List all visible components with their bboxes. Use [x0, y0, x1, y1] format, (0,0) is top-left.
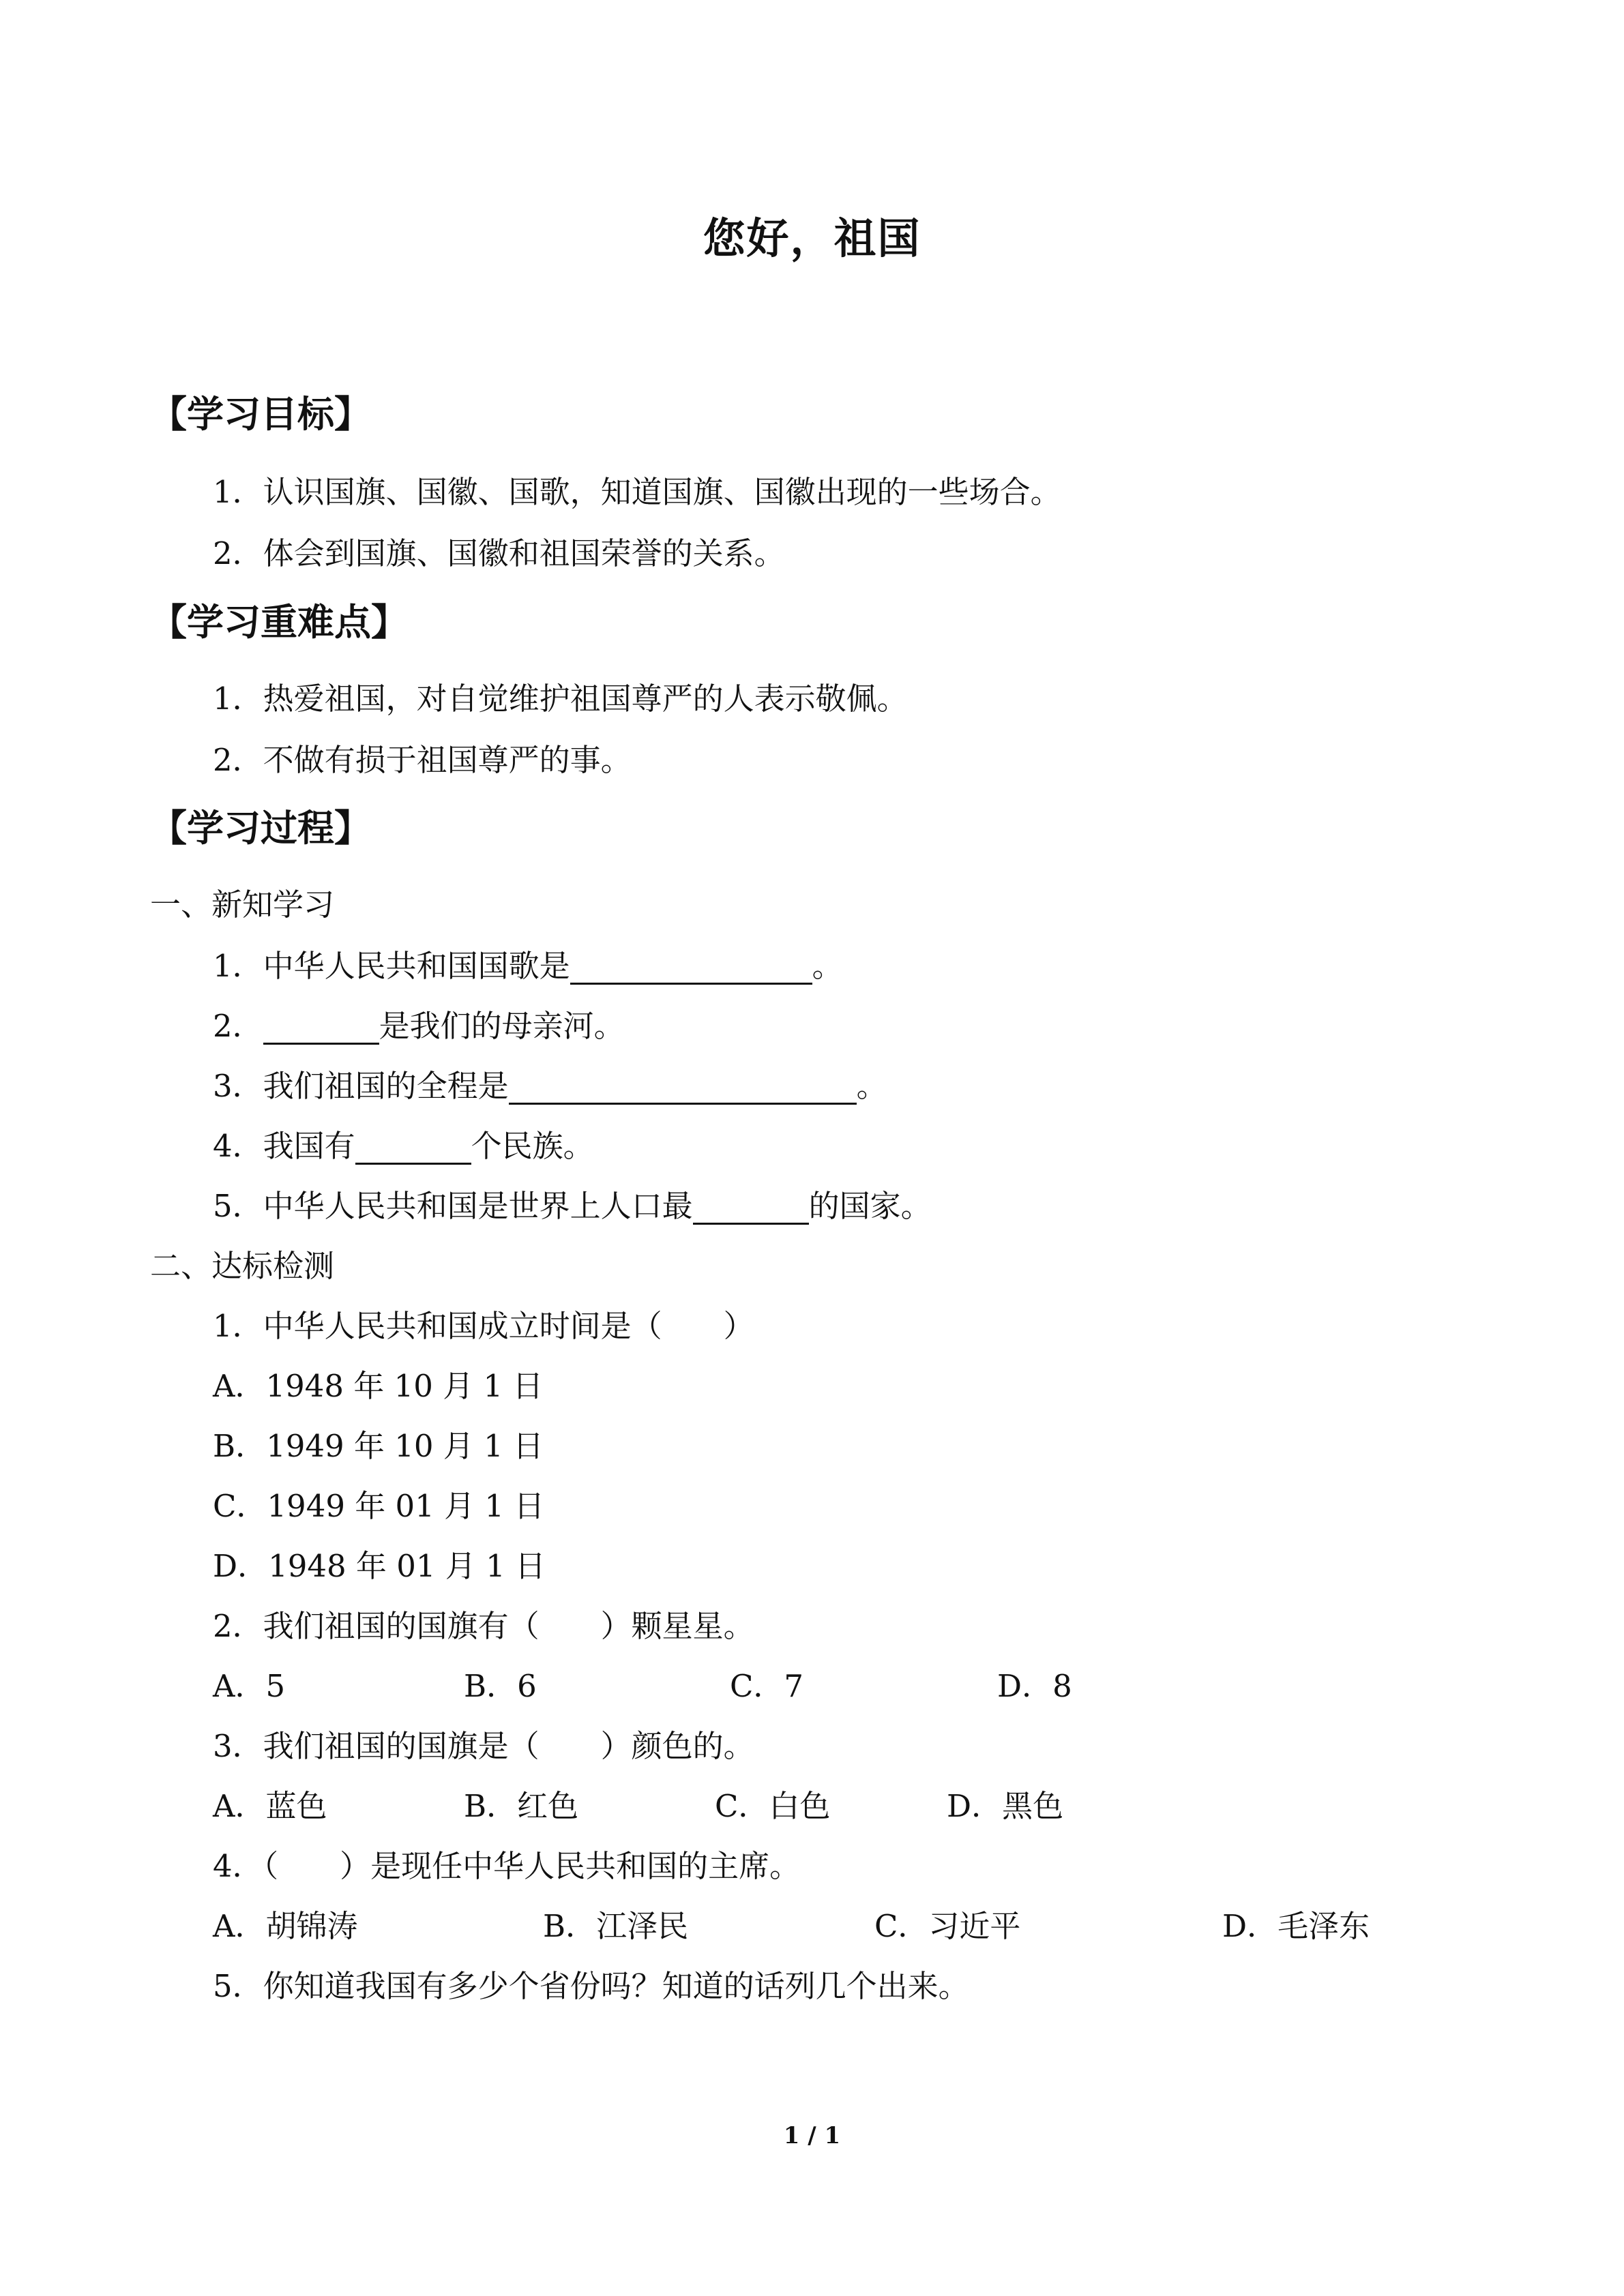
option-c[interactable]: C．7	[730, 1668, 804, 1704]
option-c[interactable]: C．白色	[715, 1788, 831, 1824]
key-point-item: 1．热爱祖国，对自觉维护祖国尊严的人表示敬佩。	[213, 681, 908, 717]
goal-item: 2．体会到国旗、国徽和祖国荣誉的关系。	[213, 535, 785, 571]
mc-question-3: 3．我们祖国的国旗是（ ）颜色的。	[213, 1728, 754, 1764]
mc-question-1: 1．中华人民共和国成立时间是（ ）	[213, 1308, 754, 1344]
option-d[interactable]: D．毛泽东	[1222, 1908, 1370, 1944]
option-c[interactable]: C．1949 年 01 月 1 日	[213, 1488, 545, 1524]
option-a[interactable]: A．胡锦涛	[213, 1908, 358, 1944]
fill-question-2: 2． 是我们的母亲河。	[213, 1008, 625, 1044]
fill-question-4: 4．我国有 个民族。	[213, 1128, 594, 1164]
page-title: 您好，祖国	[703, 213, 921, 263]
option-b[interactable]: B．1949 年 10 月 1 日	[213, 1428, 544, 1464]
option-a[interactable]: A．蓝色	[213, 1788, 327, 1824]
goal-item: 1．认识国旗、国徽、国歌，知道国旗、国徽出现的一些场合。	[213, 474, 1061, 510]
option-d[interactable]: D．1948 年 01 月 1 日	[213, 1548, 546, 1584]
option-d[interactable]: D．8	[997, 1668, 1072, 1704]
option-b[interactable]: B．6	[464, 1668, 537, 1704]
option-a[interactable]: A．1948 年 10 月 1 日	[213, 1368, 544, 1404]
part2-heading: 二、达标检测	[150, 1248, 335, 1284]
answer-blank[interactable]	[509, 1070, 857, 1105]
fill-question-3: 3．我们祖国的全程是 。	[213, 1068, 887, 1104]
option-d[interactable]: D．黑色	[947, 1788, 1064, 1824]
mc-question-4: 4．（ ）是现任中华人民共和国的主席。	[213, 1848, 801, 1884]
answer-blank[interactable]	[263, 1010, 379, 1045]
section-heading-key-points: 【学习重难点】	[150, 601, 408, 644]
open-question-5: 5．你知道我国有多少个省份吗？知道的话列几个出来。	[213, 1968, 969, 2004]
page-number: 1 / 1	[783, 2122, 841, 2149]
part1-heading: 一、新知学习	[150, 886, 335, 923]
answer-blank[interactable]	[570, 950, 812, 985]
option-c[interactable]: C．习近平	[874, 1908, 1021, 1944]
section-heading-process: 【学习过程】	[150, 807, 371, 850]
answer-blank[interactable]	[355, 1130, 471, 1165]
section-heading-goals: 【学习目标】	[150, 393, 371, 436]
option-a[interactable]: A．5	[213, 1668, 286, 1704]
option-b[interactable]: B．江泽民	[543, 1908, 689, 1944]
option-b[interactable]: B．红色	[464, 1788, 579, 1824]
fill-question-1: 1．中华人民共和国国歌是 。	[213, 948, 843, 984]
mc-question-2: 2．我们祖国的国旗有（ ）颗星星。	[213, 1608, 754, 1644]
fill-question-5: 5．中华人民共和国是世界上人口最 的国家。	[213, 1188, 932, 1224]
key-point-item: 2．不做有损于祖国尊严的事。	[213, 742, 632, 778]
answer-blank[interactable]	[693, 1190, 809, 1225]
